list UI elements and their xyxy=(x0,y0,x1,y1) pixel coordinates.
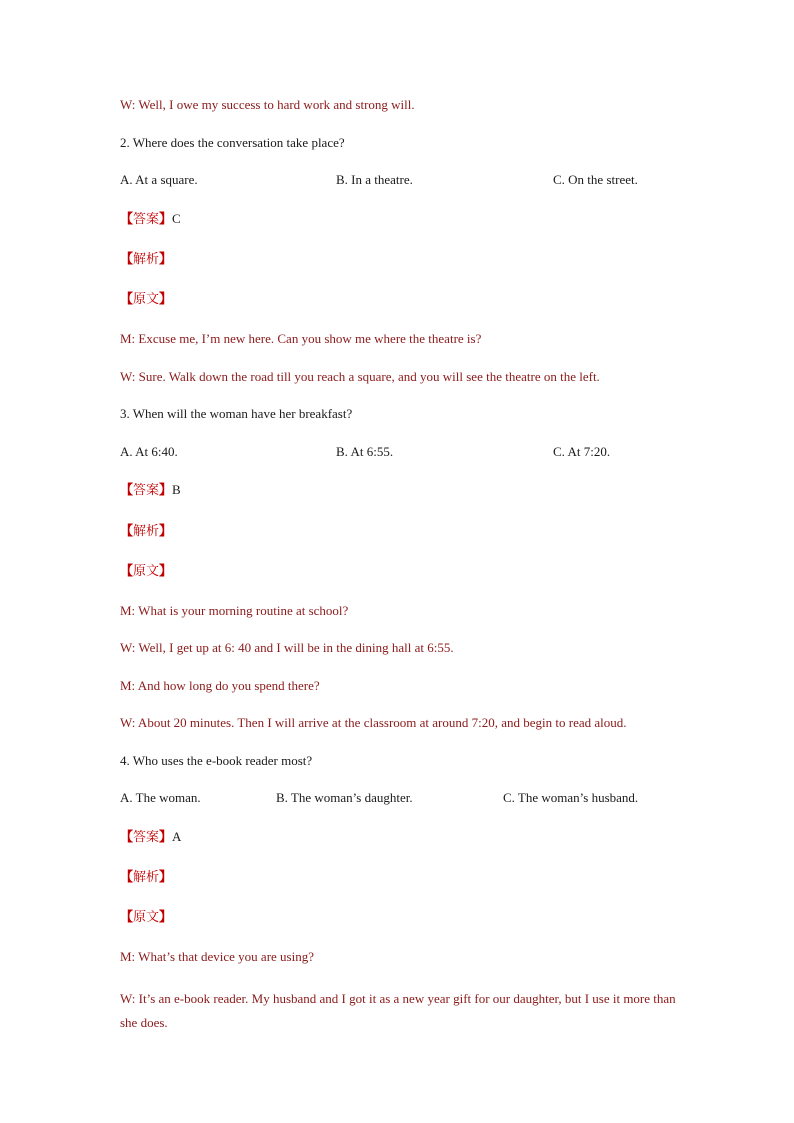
analysis-label: 解析 xyxy=(133,523,160,538)
bracket-open: 【 xyxy=(120,251,134,266)
answer-heading xyxy=(120,482,181,498)
answer-heading xyxy=(120,829,181,845)
answer-value: C xyxy=(172,211,181,226)
answer-label: 答案 xyxy=(133,482,160,497)
dialogue-line: W: Well, I owe my success to hard work and strong will. xyxy=(120,97,415,112)
bracket-open: 【 xyxy=(120,869,134,884)
dialogue-line: M: And how long do you spend there? xyxy=(120,678,320,693)
dialogue-line: M: What’s that device you are using? xyxy=(120,949,314,964)
answer-label: 答案 xyxy=(133,829,160,844)
analysis-heading xyxy=(120,523,172,539)
bracket-open: 【 xyxy=(120,829,134,844)
bracket-close: 】 xyxy=(159,211,173,226)
bracket-close: 】 xyxy=(159,523,173,538)
option-b: B. At 6:55. xyxy=(336,444,394,459)
dialogue-line: W: About 20 minutes. Then I will arrive at the classroom at around 7:20, and begin to read aloud. xyxy=(120,715,627,730)
bracket-close: 】 xyxy=(159,482,173,497)
source-label: 原文 xyxy=(133,909,160,924)
option-b: B. The woman’s daughter. xyxy=(276,790,413,805)
analysis-heading xyxy=(120,251,172,267)
bracket-close: 】 xyxy=(159,291,173,306)
answer-value: B xyxy=(172,482,181,497)
source-heading xyxy=(120,563,172,579)
bracket-open: 【 xyxy=(120,563,134,578)
option-a: A. At 6:40. xyxy=(120,444,178,459)
bracket-open: 【 xyxy=(120,211,134,226)
bracket-open: 【 xyxy=(120,291,134,306)
source-heading xyxy=(120,291,172,307)
dialogue-line: W: Well, I get up at 6: 40 and I will be in the dining hall at 6:55. xyxy=(120,640,454,655)
dialogue-line: M: Excuse me, I’m new here. Can you show me where the theatre is? xyxy=(120,331,482,346)
dialogue-line: M: What is your morning routine at school? xyxy=(120,603,349,618)
question-text: 2. Where does the conversation take place? xyxy=(120,135,345,150)
analysis-label: 解析 xyxy=(133,869,160,884)
option-a: A. The woman. xyxy=(120,790,201,805)
source-heading xyxy=(120,909,172,925)
answer-label: 答案 xyxy=(133,211,160,226)
bracket-open: 【 xyxy=(120,523,134,538)
option-a: A. At a square. xyxy=(120,172,198,187)
bracket-close: 】 xyxy=(159,909,173,924)
bracket-close: 】 xyxy=(159,829,173,844)
analysis-label: 解析 xyxy=(133,251,160,266)
source-label: 原文 xyxy=(133,563,160,578)
option-c: C. At 7:20. xyxy=(553,444,611,459)
dialogue-line: W: Sure. Walk down the road till you reach a square, and you will see the theatre on the left. xyxy=(120,369,600,384)
bracket-close: 】 xyxy=(159,869,173,884)
option-b: B. In a theatre. xyxy=(336,172,413,187)
answer-heading xyxy=(120,211,181,227)
option-c: C. On the street. xyxy=(553,172,638,187)
answer-value: A xyxy=(172,829,182,844)
bracket-open: 【 xyxy=(120,909,134,924)
option-c: C. The woman’s husband. xyxy=(503,790,639,805)
question-text: 3. When will the woman have her breakfast? xyxy=(120,406,353,421)
question-text: 4. Who uses the e-book reader most? xyxy=(120,753,313,768)
dialogue-line: W: It’s an e-book reader. My husband and I got it as a new year gift for our daughter, but I use it more than she does. xyxy=(120,991,676,1030)
bracket-close: 】 xyxy=(159,251,173,266)
analysis-heading xyxy=(120,869,172,885)
source-label: 原文 xyxy=(133,291,160,306)
bracket-close: 】 xyxy=(159,563,173,578)
bracket-open: 【 xyxy=(120,482,134,497)
